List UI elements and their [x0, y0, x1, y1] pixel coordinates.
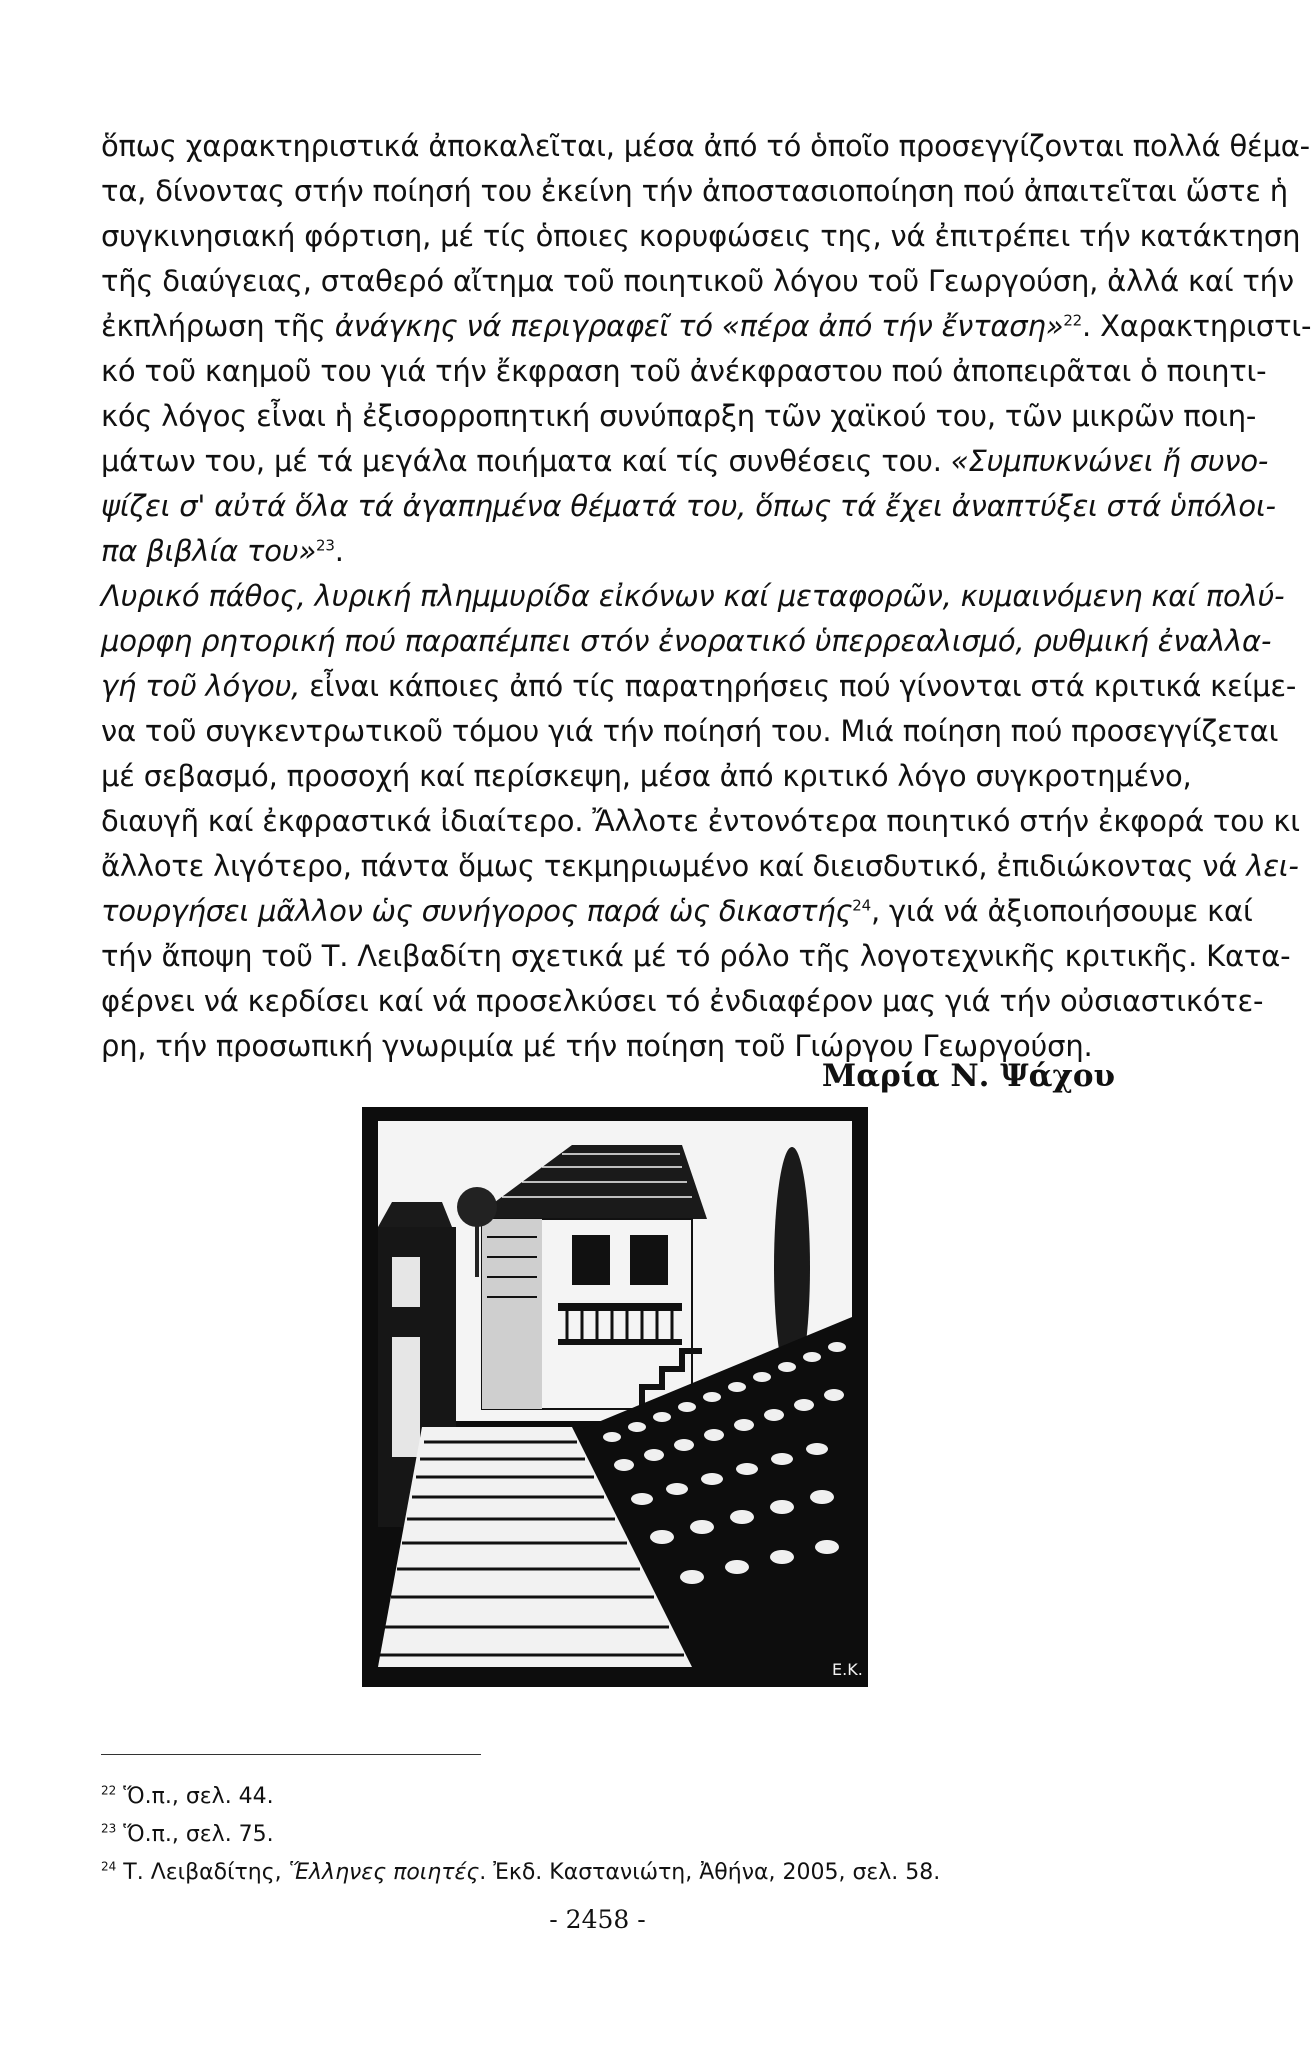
footnote-ref: 23	[316, 536, 335, 555]
woodcut-illustration	[362, 1107, 868, 1687]
text-span: «Συμπυκνώνει ἤ συνο-	[950, 444, 1269, 478]
text-span: γή τοῦ λόγου,	[101, 669, 301, 703]
text-line	[101, 439, 1269, 484]
page-number: - 2458 -	[549, 1905, 646, 1934]
text-line	[101, 124, 1310, 169]
text-span: ἄλλοτε λιγότερο, πάντα ὅμως τεκμηριωμένο καί διεισδυτικό, ἐπιδιώκοντας νά	[101, 849, 1247, 883]
text-span: συγκινησιακή φόρτιση, μέ τίς ὁποιες κορυφώσεις της, νά ἐπιτρέπει τήν κατάκτηση	[101, 219, 1301, 253]
text-span: κό τοῦ καημοῦ του γιά τήν ἔκφραση τοῦ ἀνέκφραστου πού ἀποπειρᾶται ὁ ποιητι-	[101, 354, 1267, 388]
text-line	[101, 709, 1279, 754]
text-line	[101, 844, 1299, 889]
text-line	[101, 754, 1192, 799]
footnote-text: Ὅ.π., σελ. 44.	[123, 1784, 274, 1809]
text-span: ὅπως χαρακτηριστικά ἀποκαλεῖται, μέσα ἀπό τό ὁποῖο προσεγγίζονται πολλά θέμα-	[101, 129, 1310, 163]
text-span: ψίζει σ' αὐτά ὅλα τά ἀγαπημένα θέματά του, ὅπως τά ἔχει ἀναπτύξει στά ὑπόλοι-	[101, 489, 1276, 523]
text-line	[101, 664, 1297, 709]
text-span: , γιά νά ἀξιοποιήσουμε καί	[870, 894, 1253, 928]
text-span: ἀνάγκης νά περιγραφεῖ τό «πέρα ἀπό τήν ἔνταση»	[334, 309, 1064, 343]
text-span: διαυγῆ καί ἐκφραστικά ἰδιαίτερο. Ἄλλοτε ἐντονότερα ποιητικό στήν ἐκφορά του κι	[101, 804, 1300, 838]
text-span: πα βιβλία του»	[101, 534, 317, 568]
footnote-text: Ἕλληνες ποιητές	[288, 1860, 480, 1885]
footnote-number: 23	[101, 1821, 117, 1836]
text-span: ρη, τήν προσωπική γνωριμία μέ τήν ποίηση τοῦ Γιώργου Γεωργούση.	[101, 1029, 1093, 1063]
footnote-text: Ὅ.π., σελ. 75.	[123, 1822, 274, 1847]
text-span: μάτων του, μέ τά μεγάλα ποιήματα καί τίς συνθέσεις του.	[101, 444, 951, 478]
footnote	[101, 1778, 940, 1816]
footnote-text: . Ἐκδ. Καστανιώτη, Ἀθήνα, 2005, σελ. 58.	[479, 1860, 941, 1885]
text-line	[101, 259, 1294, 304]
text-span: φέρνει νά κερδίσει καί νά προσελκύσει τό ἐνδιαφέρον μας γιά τήν οὐσιαστικότε-	[101, 984, 1264, 1018]
text-line	[101, 574, 1285, 619]
text-span: τήν ἄποψη τοῦ Τ. Λειβαδίτη σχετικά μέ τό ρόλο τῆς λογοτεχνικῆς κριτικῆς. Κατα-	[101, 939, 1291, 973]
text-span: μέ σεβασμό, προσοχή καί περίσκεψη, μέσα ἀπό κριτικό λόγο συγκροτημένο,	[101, 759, 1192, 793]
text-line	[101, 169, 1288, 214]
text-line	[101, 799, 1300, 844]
text-span: τῆς διαύγειας, σταθερό αἴτημα τοῦ ποιητικοῦ λόγου τοῦ Γεωργούση, ἀλλά καί τήν	[101, 264, 1294, 298]
text-span: τουργήσει μᾶλλον ὡς συνήγορος παρά ὡς δικαστής	[101, 894, 853, 928]
text-span: . Χαρακτηριστι-	[1082, 309, 1311, 343]
text-span: μορφη ρητορική πού παραπέμπει στόν ἐνορατικό ὑπερρεαλισμό, ρυθμική ἐναλλα-	[101, 624, 1272, 658]
text-line	[101, 934, 1291, 979]
footnotes	[101, 1778, 940, 1892]
footnote	[101, 1854, 940, 1892]
footnote-ref: 22	[1063, 311, 1083, 330]
text-span: να τοῦ συγκεντρωτικοῦ τόμου γιά τήν ποίησή του. Μιά ποίηση πού προσεγγίζεται	[101, 714, 1279, 748]
text-line	[101, 529, 1101, 574]
text-span: .	[334, 534, 344, 568]
text-span: Λυρικό πάθος, λυρική πλημμυρίδα εἰκόνων καί μεταφορῶν, κυμαινόμενη καί πολύ-	[101, 579, 1285, 613]
footnote-number: 22	[101, 1783, 117, 1798]
text-line	[101, 979, 1264, 1024]
text-span: εἶναι κάποιες ἀπό τίς παρατηρήσεις πού γίνονται στά κριτικά κείμε-	[300, 669, 1297, 703]
footnote-divider	[101, 1754, 481, 1755]
text-line	[101, 619, 1272, 664]
woodcut-initials: Ε.Κ.	[832, 1660, 863, 1679]
text-span: κός λόγος εἶναι ἡ ἐξισορροπητική συνύπαρξη τῶν χαϊκού του, τῶν μικρῶν ποιη-	[101, 399, 1257, 433]
body-text	[101, 124, 1311, 1069]
text-span: λει-	[1246, 849, 1299, 883]
footnote-ref: 24	[852, 896, 871, 915]
text-line	[101, 349, 1267, 394]
author-signature: Μαρία Ν. Ψάχου	[821, 1058, 1115, 1094]
text-span: ἐκπλήρωση τῆς	[101, 309, 335, 343]
text-line	[101, 394, 1257, 439]
footnote-text: Τ. Λειβαδίτης,	[123, 1860, 289, 1885]
text-line	[101, 304, 1311, 349]
footnote	[101, 1816, 940, 1854]
text-line	[101, 484, 1276, 529]
text-span: τα, δίνοντας στήν ποίησή του ἐκείνη τήν ἀποστασιοποίηση πού ἀπαιτεῖται ὥστε ἡ	[101, 174, 1288, 208]
text-line	[101, 889, 1253, 934]
text-line	[101, 214, 1301, 259]
footnote-number: 24	[101, 1859, 117, 1874]
